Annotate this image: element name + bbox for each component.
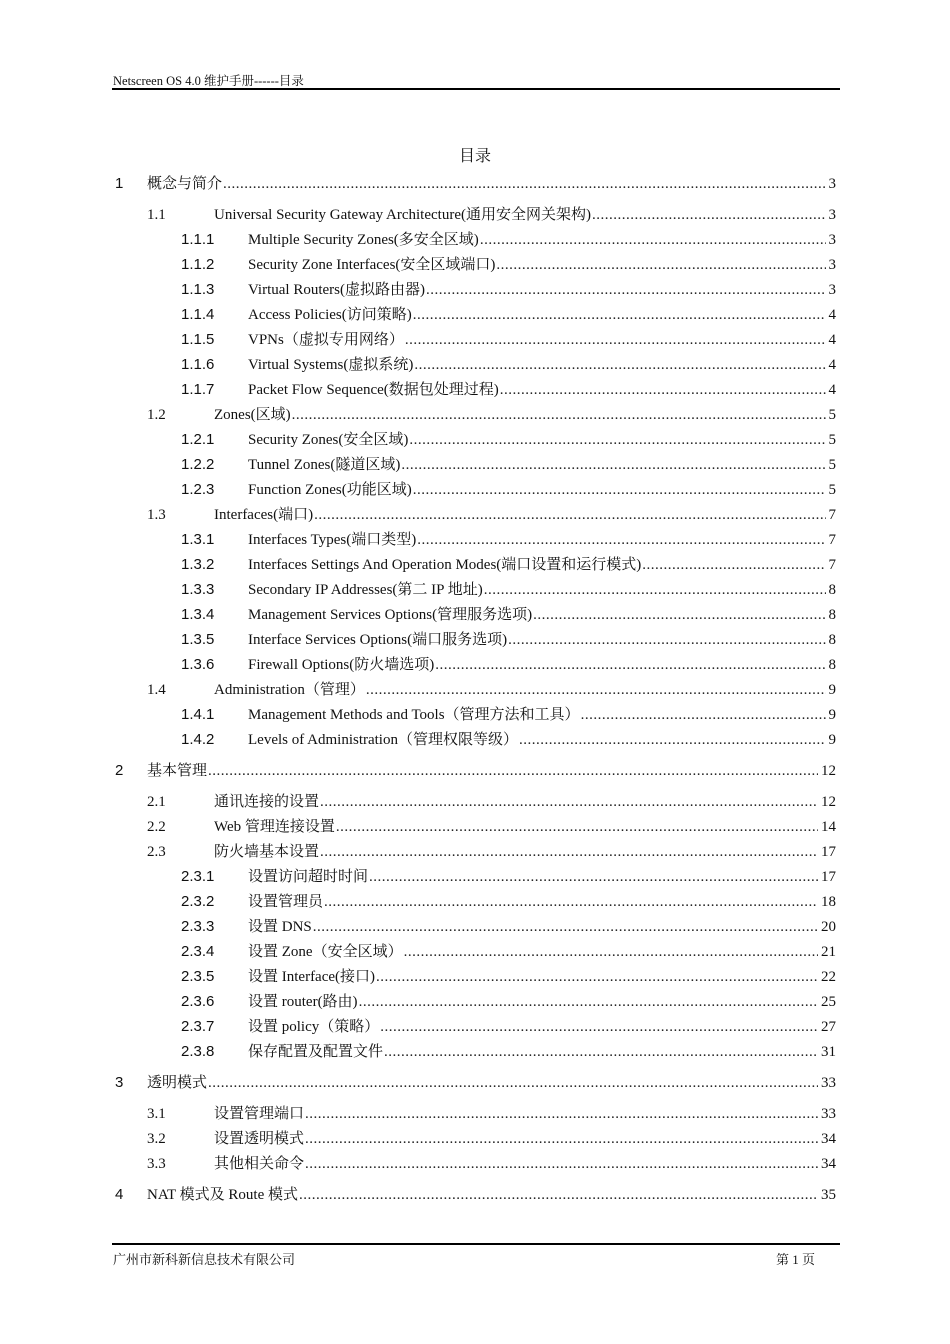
toc-leader-dots: [376, 966, 818, 988]
toc-entry-label: Management Methods and Tools（管理方法和工具）: [248, 707, 580, 723]
toc-leader-dots: [519, 729, 826, 751]
toc-entry-number: 1.3.6: [181, 656, 215, 673]
toc-entry-number: 2.3.8: [181, 1043, 215, 1060]
toc-entry-page: 8: [828, 657, 836, 673]
toc-entry-number: 2.3.7: [181, 1018, 215, 1035]
toc-entry-page: 33: [821, 1075, 836, 1091]
toc-entry-label: 概念与简介: [147, 176, 223, 192]
toc-entry[interactable]: [181, 354, 836, 376]
toc-entry-number: 1.2.1: [181, 431, 215, 448]
toc-entry[interactable]: [181, 329, 836, 351]
toc-entry-number: 1.1: [147, 207, 166, 223]
toc-entry[interactable]: [181, 629, 836, 651]
toc-entry-page: 14: [821, 819, 836, 835]
toc-leader-dots: [208, 1072, 818, 1094]
toc-entry-number: 1.1.2: [181, 256, 215, 273]
toc-entry-label: Administration（管理）: [214, 682, 365, 698]
toc-entry-number: 1.2.3: [181, 481, 215, 498]
toc-entry[interactable]: [147, 404, 836, 426]
toc-entry-label: 防火墙基本设置: [214, 844, 320, 860]
toc-entry[interactable]: [147, 816, 836, 838]
toc-entry-number: 2.2: [147, 819, 166, 835]
footer-divider: [112, 1243, 840, 1245]
toc-entry[interactable]: [181, 604, 836, 626]
toc-entry[interactable]: [181, 379, 836, 401]
toc-entry-number: 2.3.5: [181, 968, 215, 985]
toc-entry-number: 3: [115, 1074, 124, 1091]
toc-entry-label: 基本管理: [147, 763, 208, 779]
toc-entry-number: 1.3.3: [181, 581, 215, 598]
toc-entry-number: 1.1.6: [181, 356, 215, 373]
toc-leader-dots: [366, 679, 826, 701]
toc-leader-dots: [414, 354, 825, 376]
toc-entry-label: Packet Flow Sequence(数据包处理过程): [248, 382, 499, 398]
toc-entry[interactable]: [181, 429, 836, 451]
toc-entry[interactable]: [147, 679, 836, 701]
toc-entry-label: 其他相关命令: [214, 1156, 305, 1172]
toc-leader-dots: [413, 479, 826, 501]
toc-leader-dots: [435, 654, 825, 676]
toc-entry-page: 8: [828, 607, 836, 623]
toc-entry-label: 通讯连接的设置: [214, 794, 320, 810]
toc-entry-page: 3: [828, 232, 836, 248]
toc-entry-page: 9: [828, 682, 836, 698]
toc-entry-page: 21: [821, 944, 836, 960]
toc-entry-label: 设置 policy（策略）: [248, 1019, 380, 1035]
toc-leader-dots: [299, 1184, 818, 1206]
toc-leader-dots: [336, 816, 818, 838]
toc-entry-number: 2.1: [147, 794, 166, 810]
toc-entry-label: Virtual Routers(虚拟路由器): [248, 282, 425, 298]
toc-entry-page: 3: [828, 176, 836, 192]
toc-entry-page: 27: [821, 1019, 836, 1035]
toc-leader-dots: [484, 579, 826, 601]
toc-entry[interactable]: [181, 1041, 836, 1063]
toc-entry[interactable]: [181, 654, 836, 676]
toc-entry[interactable]: [147, 791, 836, 813]
toc-entry-page: 8: [828, 632, 836, 648]
toc-entry-label: Interfaces Settings And Operation Modes(端口设置和运行模式): [248, 557, 642, 573]
toc-entry-number: 3.1: [147, 1106, 166, 1122]
toc-entry-page: 22: [821, 969, 836, 985]
toc-entry-number: 2.3.4: [181, 943, 215, 960]
toc-entry[interactable]: [181, 941, 836, 963]
toc-entry-number: 1.1.1: [181, 231, 215, 248]
toc-entry-page: 25: [821, 994, 836, 1010]
toc-entry-page: 4: [828, 307, 836, 323]
toc-entry-page: 12: [821, 763, 836, 779]
toc-entry-number: 1.3.2: [181, 556, 215, 573]
toc-entry[interactable]: [181, 454, 836, 476]
toc-entry-number: 1.3.1: [181, 531, 215, 548]
toc-entry-number: 1.3.4: [181, 606, 215, 623]
toc-entry-number: 3.3: [147, 1156, 166, 1172]
toc-entry-page: 8: [828, 582, 836, 598]
toc-entry-page: 4: [828, 382, 836, 398]
toc-entry-label: Management Services Options(管理服务选项): [248, 607, 533, 623]
toc-entry-number: 1.3.5: [181, 631, 215, 648]
toc-entry[interactable]: [181, 254, 836, 276]
toc-entry-label: Security Zones(安全区域): [248, 432, 409, 448]
toc-entry-number: 1.2: [147, 407, 166, 423]
toc-entry-label: Multiple Security Zones(多安全区域): [248, 232, 479, 248]
toc-leader-dots: [404, 941, 818, 963]
toc-entry-number: 4: [115, 1186, 124, 1203]
toc-entry-label: 设置透明模式: [214, 1131, 305, 1147]
toc-entry-number: 1.4.2: [181, 731, 215, 748]
toc-entry-number: 2.3.2: [181, 893, 215, 910]
toc-leader-dots: [426, 279, 826, 301]
toc-entry[interactable]: [147, 1103, 836, 1125]
toc-leader-dots: [305, 1153, 818, 1175]
toc-entry-page: 34: [821, 1156, 836, 1172]
toc-entry-label: Web 管理连接设置: [214, 819, 335, 835]
toc-entry-page: 17: [821, 869, 836, 885]
toc-entry-label: Virtual Systems(虚拟系统): [248, 357, 414, 373]
toc-leader-dots: [314, 504, 825, 526]
toc-entry-label: Zones(区域): [214, 407, 291, 423]
toc-leader-dots: [592, 204, 826, 226]
toc-entry-page: 3: [828, 257, 836, 273]
toc-leader-dots: [496, 254, 825, 276]
toc-entry-label: VPNs（虚拟专用网络）: [248, 332, 404, 348]
toc-entry-label: 设置管理员: [248, 894, 324, 910]
footer-page-number: 第 1 页: [776, 1252, 816, 1267]
toc-leader-dots: [380, 1016, 818, 1038]
toc-entry[interactable]: [181, 554, 836, 576]
toc-entry[interactable]: [181, 304, 836, 326]
toc-leader-dots: [413, 304, 826, 326]
toc-leader-dots: [320, 791, 818, 813]
toc-entry[interactable]: [147, 1128, 836, 1150]
toc-entry-label: 设置访问超时时间: [248, 869, 369, 885]
page-header: Netscreen OS 4.0 维护手册------目录: [113, 74, 304, 88]
footer-company: 广州市新科新信息技术有限公司: [113, 1252, 296, 1267]
toc-entry[interactable]: [181, 529, 836, 551]
toc-entry[interactable]: [181, 729, 836, 751]
toc-entry[interactable]: [181, 229, 836, 251]
toc-leader-dots: [369, 866, 818, 888]
toc-entry-page: 31: [821, 1044, 836, 1060]
toc-leader-dots: [324, 891, 818, 913]
toc-entry-number: 1: [115, 175, 124, 192]
toc-entry-number: 3.2: [147, 1131, 166, 1147]
toc-entry-number: 1.4: [147, 682, 166, 698]
toc-entry[interactable]: [181, 891, 836, 913]
toc-entry-label: 设置 router(路由): [248, 994, 358, 1010]
toc-leader-dots: [508, 629, 825, 651]
toc-entry-number: 1.2.2: [181, 456, 215, 473]
toc-title: 目录: [458, 148, 491, 165]
toc-entry-number: 2.3.3: [181, 918, 215, 935]
toc-entry-page: 4: [828, 357, 836, 373]
toc-entry-page: 12: [821, 794, 836, 810]
toc-entry-label: Access Policies(访问策略): [248, 307, 412, 323]
toc-leader-dots: [313, 916, 818, 938]
toc-entry[interactable]: [181, 704, 836, 726]
toc-entry[interactable]: [181, 1016, 836, 1038]
toc-entry[interactable]: [181, 579, 836, 601]
toc-entry[interactable]: [181, 279, 836, 301]
toc-leader-dots: [533, 604, 825, 626]
toc-entry-number: 1.1.3: [181, 281, 215, 298]
toc-leader-dots: [384, 1041, 818, 1063]
toc-leader-dots: [305, 1128, 818, 1150]
toc-leader-dots: [405, 329, 826, 351]
toc-entry-label: Levels of Administration（管理权限等级）: [248, 732, 518, 748]
toc-entry-label: Interfaces Types(端口类型): [248, 532, 417, 548]
toc-leader-dots: [208, 760, 818, 782]
toc-leader-dots: [401, 454, 825, 476]
toc-entry-label: Tunnel Zones(隧道区域): [248, 457, 401, 473]
toc-entry[interactable]: [115, 1072, 836, 1094]
toc-entry[interactable]: [147, 204, 836, 226]
toc-leader-dots: [305, 1103, 818, 1125]
toc-entry[interactable]: [115, 173, 836, 195]
toc-entry-page: 5: [828, 407, 836, 423]
toc-entry-page: 3: [828, 282, 836, 298]
toc-entry-page: 5: [828, 457, 836, 473]
toc-entry-page: 17: [821, 844, 836, 860]
toc-entry-page: 3: [828, 207, 836, 223]
toc-entry-page: 4: [828, 332, 836, 348]
toc-entry-label: 设置 Zone（安全区域）: [248, 944, 403, 960]
toc-entry[interactable]: [181, 866, 836, 888]
toc-entry-label: NAT 模式及 Route 模式: [147, 1187, 298, 1203]
toc-entry-page: 18: [821, 894, 836, 910]
toc-entry[interactable]: [181, 991, 836, 1013]
toc-entry-label: Interfaces(端口): [214, 507, 314, 523]
toc-entry-label: 设置管理端口: [214, 1106, 305, 1122]
toc-entry-number: 2.3: [147, 844, 166, 860]
toc-entry[interactable]: [181, 479, 836, 501]
toc-entry-number: 1.1.5: [181, 331, 215, 348]
toc-entry-label: Function Zones(功能区域): [248, 482, 412, 498]
toc-entry-label: 设置 DNS: [248, 919, 312, 935]
toc-leader-dots: [642, 554, 825, 576]
toc-entry-page: 9: [828, 707, 836, 723]
toc-entry[interactable]: [147, 1153, 836, 1175]
toc-leader-dots: [409, 429, 825, 451]
toc-entry-number: 1.1.4: [181, 306, 215, 323]
toc-entry-label: Secondary IP Addresses(第二 IP 地址): [248, 582, 483, 598]
toc-leader-dots: [581, 704, 826, 726]
toc-entry[interactable]: [115, 760, 836, 782]
toc-leader-dots: [320, 841, 818, 863]
toc-entry[interactable]: [115, 1184, 836, 1206]
toc-entry-page: 7: [828, 507, 836, 523]
toc-entry[interactable]: [181, 966, 836, 988]
toc-leader-dots: [223, 173, 825, 195]
toc-entry-page: 5: [828, 432, 836, 448]
toc-entry-label: 透明模式: [147, 1075, 208, 1091]
toc-entry-page: 9: [828, 732, 836, 748]
toc-entry-number: 2.3.1: [181, 868, 215, 885]
toc-entry-page: 5: [828, 482, 836, 498]
toc-entry[interactable]: [147, 504, 836, 526]
toc-entry-page: 7: [828, 557, 836, 573]
toc-leader-dots: [500, 379, 826, 401]
toc-leader-dots: [359, 991, 818, 1013]
toc-entry-label: Interface Services Options(端口服务选项): [248, 632, 508, 648]
toc-leader-dots: [480, 229, 826, 251]
toc-entry-page: 33: [821, 1106, 836, 1122]
toc-leader-dots: [417, 529, 825, 551]
toc-entry-number: 1.4.1: [181, 706, 215, 723]
toc-entry-label: 设置 Interface(接口): [248, 969, 376, 985]
toc-entry-page: 35: [821, 1187, 836, 1203]
toc-entry-number: 1.1.7: [181, 381, 215, 398]
toc-entry[interactable]: [181, 916, 836, 938]
toc-entry-page: 34: [821, 1131, 836, 1147]
toc-entry-label: Firewall Options(防火墙选项): [248, 657, 435, 673]
toc-entry[interactable]: [147, 841, 836, 863]
toc-entry-label: Security Zone Interfaces(安全区域端口): [248, 257, 496, 273]
toc-entry-page: 20: [821, 919, 836, 935]
toc-entry-number: 1.3: [147, 507, 166, 523]
toc-entry-number: 2: [115, 762, 124, 779]
toc-leader-dots: [292, 404, 826, 426]
toc-entry-label: 保存配置及配置文件: [248, 1044, 384, 1060]
toc-entry-number: 2.3.6: [181, 993, 215, 1010]
toc-entry-page: 7: [828, 532, 836, 548]
toc-entry-label: Universal Security Gateway Architecture(通用安全网关架构): [214, 207, 591, 223]
